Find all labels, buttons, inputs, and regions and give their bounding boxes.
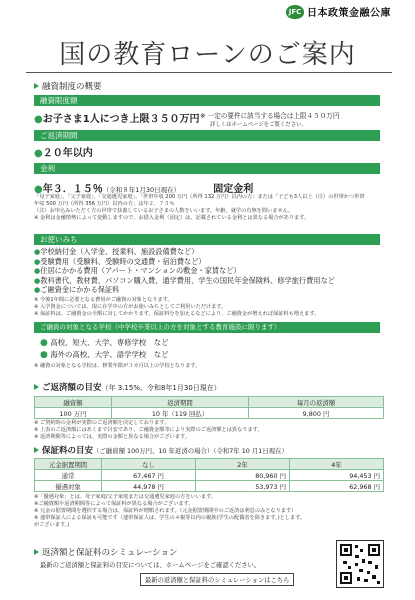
rate-bar: 金利 xyxy=(34,163,380,174)
table-row: 100 万円 10 年（119 回払） 9,800 円 xyxy=(35,408,384,419)
uses-bar: お使いみち xyxy=(34,234,380,245)
schools-bar: ご融資の対象となる学校（中学校卒業以上の方を対象とする教育施設に限ります） xyxy=(34,322,380,333)
simulation-heading: 返済額と保証料のシミュレーション xyxy=(34,546,178,558)
schools-list xyxy=(40,337,168,361)
uses-notes: ※ 今後1年間に必要となる費用がご融資の対象となります。 ※ 入学資金については、現に在学中の方がお使いみちとしてご利用いただけます。 ※ 保証料は、ご融資金の全額に対してかかります。保証料分を加えるなどにより、ご融資金が増えれば保証料も増えます。 xyxy=(34,297,320,317)
outline-heading: 融資制度の概要 xyxy=(34,80,102,92)
repay-heading: ご返済額の目安（年 3.15%、令和8年1月30日現在） xyxy=(34,381,221,393)
limit-bar: 融資限度額 xyxy=(34,95,380,106)
table-row: 優遇対象 44,978 円 53,973 円 62,968 円 xyxy=(35,481,384,492)
guarantee-heading: 保証料の目安（ご融資額 100万円、10 年返済の場合）（令和7年 10 月1日現在） xyxy=(34,444,288,456)
page-title: 国の教育ローンのご案内 xyxy=(59,40,356,70)
list-item: ●ご融資金にかかる保証料 xyxy=(34,285,120,295)
header-logo xyxy=(286,4,391,19)
title-divider xyxy=(26,72,392,73)
rate-notes: 「母子家庭」、「父子家庭」、「交通遺児家庭」、「世帯年収 200 万円（所得 132 万円）以内の方」または「子ども3人以上（注）の世帯かつ世帯 年収 500 万円（所得 356 万円）以内の方」は年２．７５％ （注）お申込みいただく方の世帯で扶養しているお子さまの人数をいいます。年齢、就学の有無を問いません。 ※ 金利は金融情勢によって変動しますので、お借入金利（固定）は、記載されている金利とは異なる場合があります。 xyxy=(34,194,365,221)
list-item: ●学校納付金（入学金、授業料、施設設備費など） xyxy=(34,247,199,256)
repay-notes: ※ ご契約時の金利が実際のご返済額を決定しております。 ※ 上表のご返済額にはあくまで目安であり、ご融資金額等により実際のご返済額とは異なります。 ※ 返済期間等によっては、実際の金額と異なる場合がございます。 xyxy=(34,420,263,440)
qr-code-icon[interactable] xyxy=(336,540,384,588)
list-item: ●受験費用（受験料、受験時の交通費・宿泊費など） xyxy=(34,256,206,266)
triangle-icon xyxy=(34,447,39,453)
guarantee-notes: ※「優遇対象」とは、母子家庭/父子家庭または交通遺児家庭の方をいいます。 ※ご融資額や返済期間等によって保証料が異なる場合がございます。 ※ 元金の据置期間を選択する場合は、保証料が増額されます。（元金据置期間中のご返済は利息のみとなります） ※ 連帯保証人による保証も可能です（連帯保証人は、学生の４親等以内の親族(学生の配偶者を除きます。)とします。 がございます。) xyxy=(34,494,306,528)
triangle-icon xyxy=(34,384,39,390)
list-item: ● 海外の高校、大学、語学学校 など xyxy=(40,350,169,360)
list-item: ● 高校、短大、大学、専修学校 など xyxy=(40,338,169,348)
list-item: ●教科書代、教材費、パソコン購入費、通学費用、学生の国民年金保険料、修学旅行費用など xyxy=(34,275,335,285)
limit-main: ●お子さま1人につき上限３５０万円 xyxy=(34,114,200,125)
period-main: ●２０年以内 xyxy=(34,148,93,159)
guarantee-table xyxy=(34,458,384,492)
list-item: ●住居にかかる費用（アパート・マンションの敷金・家賃など） xyxy=(34,266,241,276)
period-bar: ご返済期間 xyxy=(34,130,380,141)
triangle-icon xyxy=(34,549,39,555)
table-header-row: 融資額 返済期間 毎月の返済額 xyxy=(35,397,384,408)
repay-table xyxy=(34,396,384,419)
rate-main: ●年３．１５％（令和８年1月30日現在） 固定金利 xyxy=(34,184,254,195)
triangle-icon xyxy=(34,83,39,89)
schools-note: ※ 融資の対象となる学校は、修業年限が３カ月以上の学校となります。 xyxy=(34,363,201,369)
table-row: 通常 67,467 円 80,960 円 94,453 円 xyxy=(35,470,384,481)
jfc-logo-icon: JFC xyxy=(286,5,304,19)
limit-note: ※ 一定の要件に該当する場合は上限４５０万円 詳しくはホームページをご覧ください。 xyxy=(200,112,340,128)
uses-list xyxy=(34,247,394,295)
org-name: 日本政策金融公庫 xyxy=(307,8,391,19)
simulation-text: 最新のご返済額と保証料の目安については、ホームページをご確認ください。 xyxy=(40,562,261,569)
table-header-row: 元金据置期間 なし 2年 4年 xyxy=(35,459,384,470)
simulation-link[interactable]: 最新の返済額と保証料のシミュレーションはこちら xyxy=(140,573,294,586)
